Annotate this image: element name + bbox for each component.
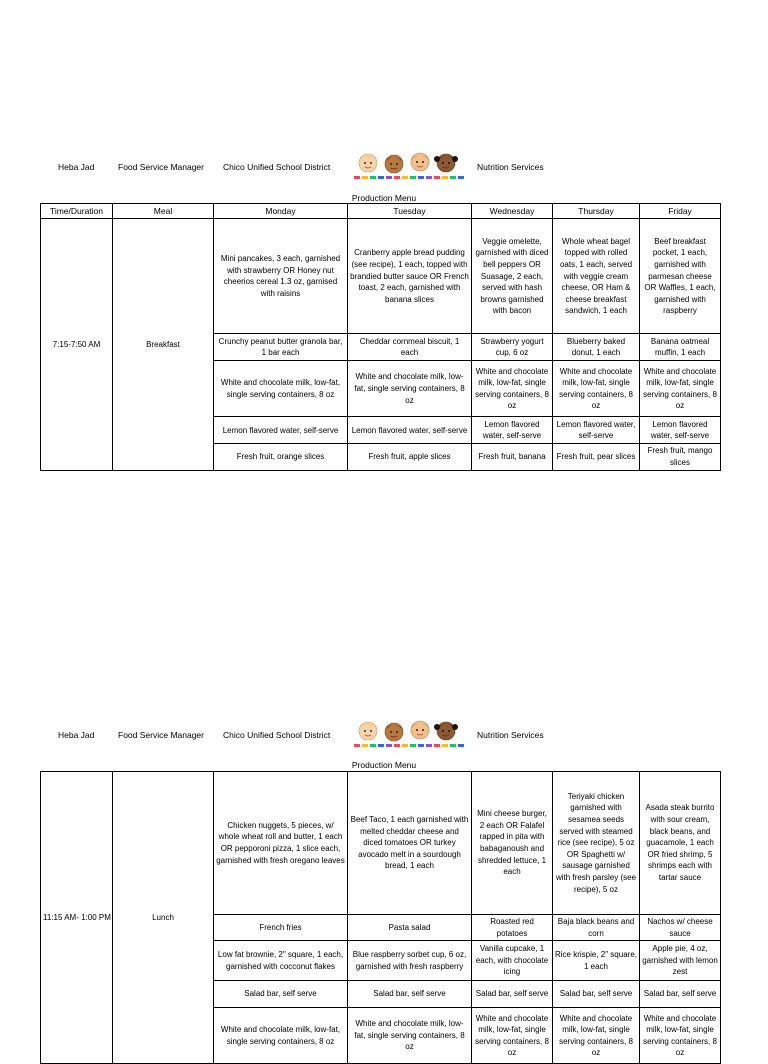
menu-cell: Crunchy peanut butter granola bar, 1 bar each xyxy=(214,334,348,361)
menu-cell: Beef breakfast pocket, 1 each, garnished with parmesan cheese OR Waffles, 1 each, garnished with raspberry xyxy=(640,219,721,334)
menu-cell: White and chocolate milk, low-fat, single serving containers, 8 oz xyxy=(553,1008,640,1064)
menu-cell: Rice krispie, 2" square, 1 each xyxy=(553,941,640,981)
children-faces-logo-icon xyxy=(350,718,470,752)
menu-cell: Apple pie, 4 oz, garnished with lemon zest xyxy=(640,941,721,981)
menu-cell: White and chocolate milk, low-fat, single serving containers, 8 oz xyxy=(348,1008,472,1064)
menu-cell: White and chocolate milk, low-fat, single serving containers, 8 oz xyxy=(472,361,553,417)
menu-cell: Salad bar, self serve xyxy=(348,981,472,1008)
col-header-monday: Monday xyxy=(214,204,348,219)
column-header-row xyxy=(41,204,721,219)
menu-cell: Baja black beans and corn xyxy=(553,915,640,941)
department-name: Nutrition Services xyxy=(477,162,544,172)
menu-cell: White and chocolate milk, low-fat, single serving containers, 8 oz xyxy=(348,361,472,417)
col-header-tuesday: Tuesday xyxy=(348,204,472,219)
menu-cell: White and chocolate milk, low-fat, single serving containers, 8 oz xyxy=(214,1008,348,1064)
menu-title-breakfast: Production Menu xyxy=(351,193,417,203)
menu-cell: Fresh fruit, apple slices xyxy=(348,444,472,470)
menu-cell: White and chocolate milk, low-fat, single serving containers, 8 oz xyxy=(553,361,640,417)
col-header-time: Time/Duration xyxy=(41,204,113,219)
time-cell: 11:15 AM- 1:00 PM xyxy=(41,772,113,1064)
manager-role: Food Service Manager xyxy=(118,162,204,172)
menu-cell: Chicken nuggets, 5 pieces, w/ whole wheat roll and butter, 1 each OR pepporoni pizza, 1 slice each, garnished with fresh oregano leaves xyxy=(214,772,348,915)
menu-title-lunch: Production Menu xyxy=(351,760,417,770)
table-row xyxy=(41,219,721,334)
menu-cell: Blueberry baked donut, 1 each xyxy=(553,334,640,361)
menu-cell: Asada steak burrito with sour cream, black beans, and guacamole, 1 each OR fried shrimp, 5 shrimps each with tartar sauce xyxy=(640,772,721,915)
meal-cell: Breakfast xyxy=(113,219,214,470)
menu-cell: Veggie omelette, garnished with diced bell peppers OR Suasage, 2 each, served with hash browns garnished with bacon xyxy=(472,219,553,334)
col-header-wednesday: Wednesday xyxy=(472,204,553,219)
breakfast-menu-table xyxy=(40,203,721,471)
manager-role: Food Service Manager xyxy=(118,730,204,740)
menu-cell: Teriyaki chicken garnished with sesamea seeds served with steamed rice (see recipe), 5 oz OR Spaghetti w/ sausage garnished with fresh parsley (see recipe), 5 oz xyxy=(553,772,640,915)
district-name: Chico Unified School District xyxy=(223,730,331,740)
page-header-lunch xyxy=(0,718,768,758)
col-header-meal: Meal xyxy=(113,204,214,219)
col-header-thursday: Thursday xyxy=(553,204,640,219)
menu-cell: Fresh fruit, banana xyxy=(472,444,553,470)
table-row xyxy=(41,772,721,915)
menu-cell: Mini pancakes, 3 each, garnished with strawberry OR Honey nut cheerios cereal 1.3 oz, garnised with raisins xyxy=(214,219,348,334)
menu-cell: Salad bar, self serve xyxy=(214,981,348,1008)
menu-cell: White and chocolate milk, low-fat, single serving containers, 8 oz xyxy=(640,1008,721,1064)
menu-cell: Lemon flavored water, self-serve xyxy=(640,417,721,444)
menu-cell: Nachos w/ cheese sauce xyxy=(640,915,721,941)
menu-cell: Pasta salad xyxy=(348,915,472,941)
menu-cell: Strawberry yogurt cup, 6 oz xyxy=(472,334,553,361)
menu-cell: Mini cheese burger, 2 each OR Falafel rapped in pita with babaganoush and shredded lettuce, 1 each xyxy=(472,772,553,915)
page-header-breakfast xyxy=(0,150,768,190)
department-name: Nutrition Services xyxy=(477,730,544,740)
menu-cell: Lemon flavored water, self-serve xyxy=(214,417,348,444)
menu-cell: Roasted red potatoes xyxy=(472,915,553,941)
menu-cell: Blue raspberry sorbet cup, 6 oz, garnished with fresh raspberry xyxy=(348,941,472,981)
time-cell: 7:15-7:50 AM xyxy=(41,219,113,470)
menu-cell: Cheddar cornmeal biscuit, 1 each xyxy=(348,334,472,361)
menu-cell: Salad bar, self serve xyxy=(553,981,640,1008)
menu-cell: Whole wheat bagel topped with rolled oats, 1 each, served with veggie cream cheese, OR Ham & cheese breakfast sandwich, 1 each xyxy=(553,219,640,334)
lunch-menu-table xyxy=(40,771,721,1064)
menu-cell: White and chocolate milk, low-fat, single serving containers, 8 oz xyxy=(640,361,721,417)
menu-cell: French fries xyxy=(214,915,348,941)
menu-cell: Lemon flavored water, self-serve xyxy=(348,417,472,444)
meal-cell: Lunch xyxy=(113,772,214,1064)
menu-cell: Vanilla cupcake, 1 each, with chocolate icing xyxy=(472,941,553,981)
menu-cell: Salad bar, self serve xyxy=(472,981,553,1008)
menu-cell: White and chocolate milk, low-fat, single serving containers, 8 oz xyxy=(472,1008,553,1064)
manager-name: Heba Jad xyxy=(58,162,95,172)
lunch-table-clip xyxy=(0,770,768,1058)
menu-cell: White and chocolate milk, low-fat, single serving containers, 8 oz xyxy=(214,361,348,417)
menu-cell: Beef Taco, 1 each garnished with melted cheddar cheese and diced tomatoes OR turkey avocado melt in a sourdough bread, 1 each xyxy=(348,772,472,915)
col-header-friday: Friday xyxy=(640,204,721,219)
menu-cell: Cranberry apple bread pudding (see recipe), 1 each, topped with brandied butter sauce OR French toast, 2 each, garnished with banana slices xyxy=(348,219,472,334)
menu-cell: Low fat brownie, 2" square, 1 each, garnished with cocconut flakes xyxy=(214,941,348,981)
menu-cell: Fresh fruit, mango slices xyxy=(640,444,721,470)
menu-cell: Salad bar, self serve xyxy=(640,981,721,1008)
manager-name: Heba Jad xyxy=(58,730,95,740)
children-faces-logo-icon xyxy=(350,150,470,184)
menu-cell: Banana oatmeal muffin, 1 each xyxy=(640,334,721,361)
district-name: Chico Unified School District xyxy=(223,162,331,172)
menu-cell: Fresh fruit, pear slices xyxy=(553,444,640,470)
menu-cell: Fresh fruit, orange slices xyxy=(214,444,348,470)
menu-cell: Lemon flavored water, self-serve xyxy=(553,417,640,444)
menu-cell: Lemon flavored water, self-serve xyxy=(472,417,553,444)
